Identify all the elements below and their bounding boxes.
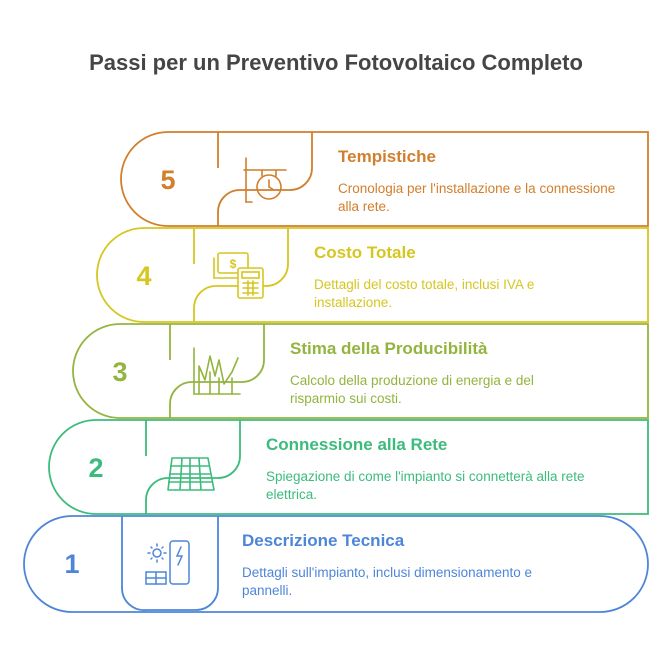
step-1-title: Descrizione Tecnica <box>242 531 405 550</box>
step-5-title: Tempistiche <box>338 147 436 166</box>
step-4-title: Costo Totale <box>314 243 416 262</box>
step-2-number: 2 <box>88 453 104 483</box>
step-3-description: Calcolo della produzione di energia e del risparmio sui costi. <box>290 373 534 406</box>
step-5-description: Cronologia per l'installazione e la connessione alla rete. <box>338 181 616 214</box>
svg-text:$: $ <box>229 257 237 271</box>
step-4-description: Dettagli del costo totale, inclusi IVA e installazione. <box>314 277 535 310</box>
step-4-number: 4 <box>136 261 152 291</box>
step-2-title: Connessione alla Rete <box>266 435 448 454</box>
page-title: Passi per un Preventivo Fotovoltaico Completo <box>89 50 583 75</box>
step-1-number: 1 <box>64 549 80 579</box>
step-3-title: Stima della Producibilità <box>290 339 488 358</box>
step-3-number: 3 <box>112 357 128 387</box>
step-5-number: 5 <box>160 165 176 195</box>
step-1-description: Dettagli sull'impianto, inclusi dimensionamento e pannelli. <box>242 565 532 598</box>
step-2-description: Spiegazione di come l'impianto si connetterà alla rete elettrica. <box>266 469 585 502</box>
